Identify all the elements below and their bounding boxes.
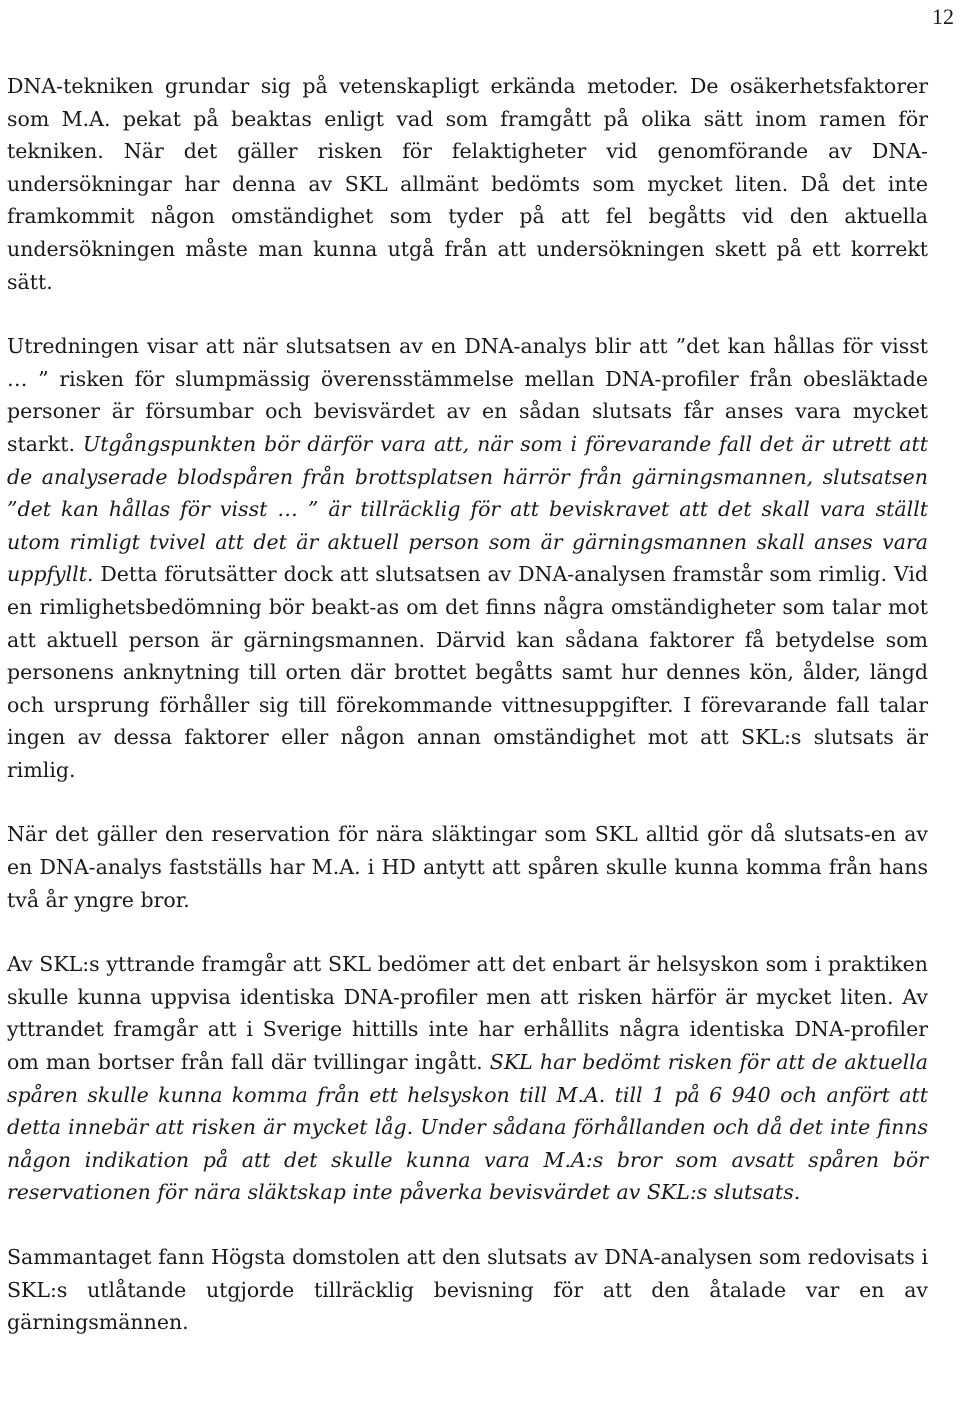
paragraph-reservation [7, 818, 928, 916]
italic-passage: SKL har bedömt risken för att de aktuella spåren skulle kunna komma från ett helsyskon till M.A. till 1 på 6 940 och anfört att detta innebär att risken är mycket låg. Under sådana förhållanden och då det inte finns någon indikation på att det skulle kunna vara M.A:s bror som avsatt spåren bör reservationen för nära släktskap inte påverka bevisvärdet av SKL:s slutsats. [7, 1050, 928, 1205]
paragraph-text: Av SKL:s yttrande framgår att SKL bedömer att det enbart är helsyskon som i praktiken skulle kunna uppvisa identiska DNA-profiler men att risken härför är mycket liten. Av yttrandet framgår att i Sverige hittills inte har erhållits några identiska DNA-profiler om man bortser från fall där tvillingar ingått. [7, 952, 928, 1075]
paragraph-skl-statement [7, 948, 928, 1209]
paragraph-text: DNA-tekniken grundar sig på vetenskapligt erkända metoder. De osäkerhetsfaktorer som M.A. pekat på beaktas enligt vad som framgått på olika sätt inom ramen för tekniken. När det gäller risken för felaktigheter vid genomförande av DNA-undersökningar har denna av SKL allmänt bedömts som mycket liten. Då det inte framkommit någon omständighet som tyder på att fel begåtts vid den aktuella undersökningen måste man kunna utgå från att undersökningen skett på ett korrekt sätt. [7, 74, 928, 294]
paragraph-investigation [7, 330, 928, 786]
paragraph-text: När det gäller den reservation för nära släktingar som SKL alltid gör då slutsats-en av en DNA-analys fastställs har M.A. i HD antytt att spåren skulle kunna komma från hans två år yngre bror. [7, 822, 928, 912]
paragraph-text: Sammantaget fann Högsta domstolen att den slutsats av DNA-analysen som redovisats i SKL:s utlåtande utgjorde tillräcklig bevisning för att den åtalade var en av gärningsmännen. [7, 1245, 928, 1335]
paragraph-conclusion [7, 1241, 928, 1339]
document-body [7, 70, 928, 1339]
paragraph-text: Utredningen visar att när slutsatsen av en DNA-analys blir att ”det kan hållas för visst … ” risken för slumpmässig överensstämmelse mellan DNA-profiler från obesläktade personer är försumbar och bevisvärdet av en sådan slutsats får anses vara mycket starkt. [7, 334, 928, 456]
paragraph-dna-technique [7, 70, 928, 298]
page-number: 12 [932, 4, 954, 29]
paragraph-text: Detta förutsätter dock att slutsatsen av DNA-analysen framstår som rimlig. Vid en rimlighetsbedömning bör beakt-as om det finns några omständigheter som talar mot att aktuell person är gärningsmannen. Därvid kan sådana faktorer få betydelse som personens anknytning till orten där brottet begåtts samt hur dennes kön, ålder, längd och ursprung förhåller sig till förekommande vittnesuppgifter. I förevarande fall talar ingen av dessa faktorer eller någon annan omständighet mot att SKL:s slutsats är rimlig. [7, 562, 928, 782]
italic-passage: Utgångspunkten bör därför vara att, när som i förevarande fall det är utrett att de analyserade blodspåren från brottsplatsen härrör från gärningsmannen, slutsatsen ”det kan hållas för visst … ” är tillräcklig för att beviskravet att det skall vara ställt utom rimligt tvivel att det är aktuell person som är gärningsmannen skall anses vara uppfyllt. [7, 431, 928, 587]
